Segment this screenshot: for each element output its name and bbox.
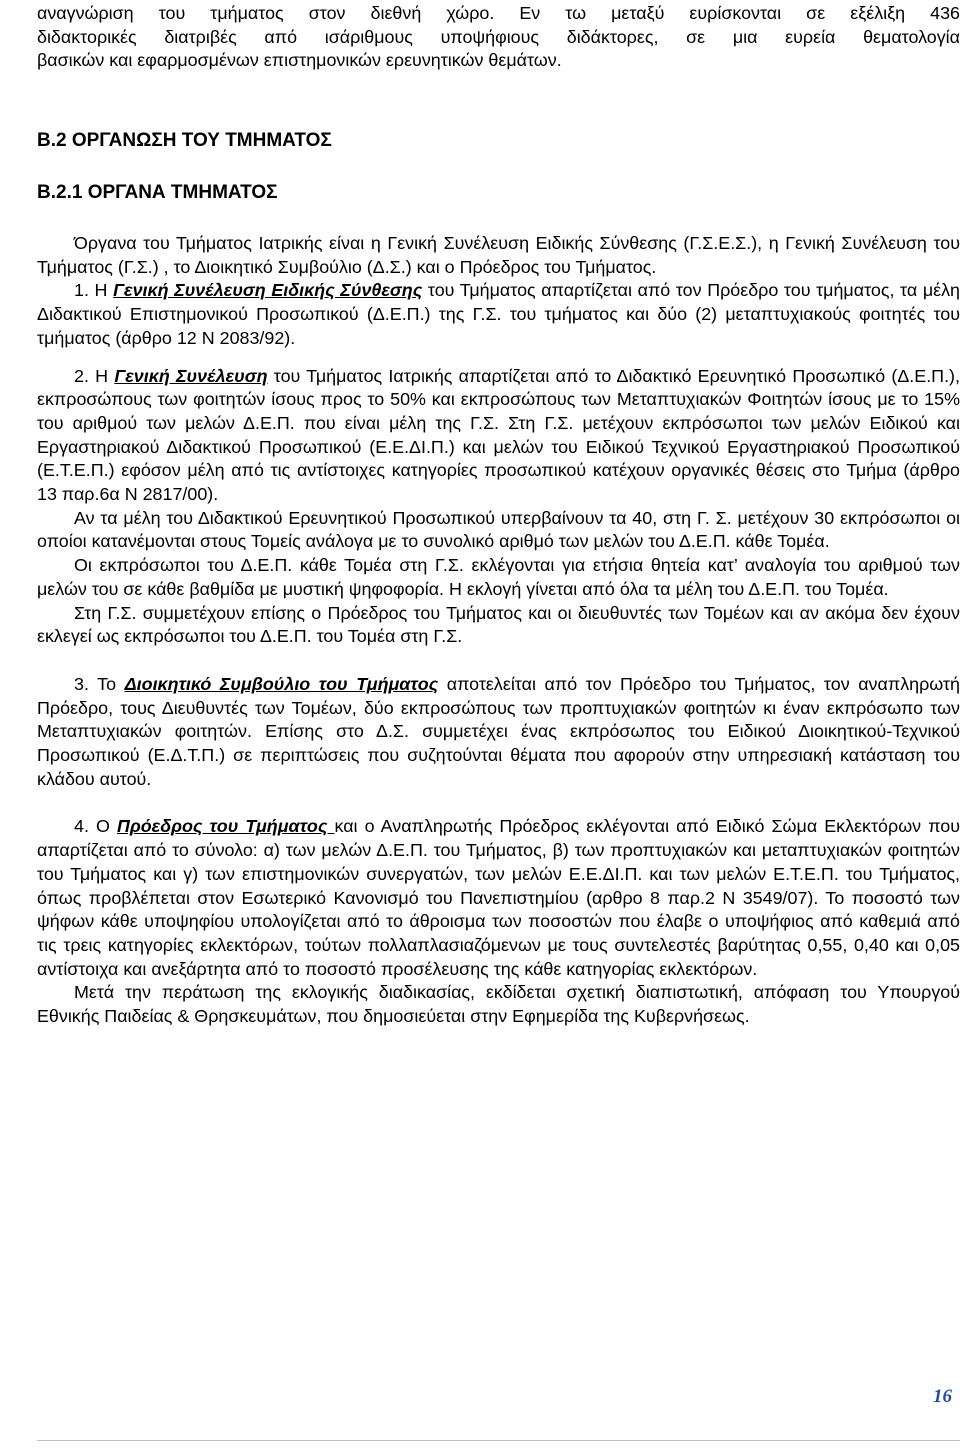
item-3-term: Διοικητικό Συμβούλιο του Τμήματος (124, 673, 439, 694)
item-3-text: αποτελείται από τον Πρόεδρο του Τμήματος, τον αναπληρωτή Πρόεδρο, τους Διευθυντές των Τομέων, δύο εκπροσώπους των προπτυχιακών φοιτητών κι έναν εκπρόσωπο των Μεταπτυχιακών φοιτητών. Επίσης στο Δ.Σ. συμμετέχει ένας εκπρόσωπος του Ειδικού Διοικητικού-Τεχνικού Προσωπικού (Ε.Δ.Τ.Π.) σε περιπτώσεις που συζητούνται θέματα που αφορούν στην υπηρεσιακή κατάσταση του κλάδου αυτού. (37, 673, 960, 789)
intro-line-1: αναγνώριση του τμήματος στον διεθνή χώρο. Εν τω μεταξύ ευρίσκονται σε εξέλιξη 436 (37, 3, 960, 23)
item-4-paragraph (37, 815, 960, 981)
item-3-paragraph (37, 673, 960, 792)
item-1-text: του Τμήματος απαρτίζεται από τον Πρόεδρο του τμήματος, τα μέλη Διδακτικού Επιστημονικού Προσωπικού (Δ.Ε.Π.) της Γ.Σ. του τμήματος και δύο (2) μεταπτυχιακούς φοιτητές του τμήματος (άρθρο 12 Ν 2083/92). (37, 280, 960, 348)
subsection-heading: Β.2.1 ΟΡΓΑΝΑ ΤΜΗΜΑΤΟΣ (37, 182, 278, 203)
item-2-number: 2. Η (74, 365, 115, 386)
intro-line-2: διδακτορικές διατριβές από ισάριθμους υποψήφιους διδάκτορες, σε μια ευρεία θεματολογία (37, 26, 960, 47)
item-2-text: του Τμήματος Ιατρικής απαρτίζεται από το Διδακτικό Ερευνητικό Προσωπικό (Δ.Ε.Π.), εκπροσώπους των φοιτητών ίσους προς το 50% και εκπροσώπους των Μεταπτυχιακών Φοιτητών ίσους με το 15% του αριθμού των μελών Δ.Ε.Π. που είναι μέλη της Γ.Σ. Στη Γ.Σ. μετέχουν εκπρόσωποι των μελών Ειδικού και Εργαστηριακού Διδακτικού Προσωπικού (Ε.Ε.ΔΙ.Π.) και μελών του Ειδικού Τεχνικού Εργαστηριακού Προσωπικού (Ε.Τ.Ε.Π.) εφόσον μέλη από τις αντίστοιχες κατηγορίες προσωπικού κατέχουν οργανικές θέσεις στο Τμήμα (άρθρο 13 παρ.6α Ν 2817/00). (37, 365, 960, 505)
item-4-number: 4. Ο (74, 816, 118, 837)
item-1-number: 1. Η (74, 280, 114, 301)
intro-line-3: βασικών και εφαρμοσμένων επιστημονικών ερευνητικών θεμάτων. (37, 50, 562, 71)
organs-intro-paragraph: Όργανα του Τμήματος Ιατρικής είναι η Γενική Συνέλευση Ειδικής Σύνθεσης (Γ.Σ.Ε.Σ.), η Γενική Συνέλευση του Τμήματος (Γ.Σ.) , το Διοικητικό Συμβούλιο (Δ.Σ.) και ο Πρόεδρος του Τμήματος. (37, 233, 960, 277)
footer-rule (37, 1440, 960, 1441)
item-2-paragraph-3: Οι εκπρόσωποι του Δ.Ε.Π. κάθε Τομέα στη Γ.Σ. εκλέγονται για ετήσια θητεία κατ’ αναλογία του αριθμού των μελών του σε κάθε βαθμίδα με μυστική ψηφοφορία. Η εκλογή γίνεται από όλα τα μέλη του Δ.Ε.Π. του Τομέα. (37, 555, 960, 599)
item-2-paragraph-4: Στη Γ.Σ. συμμετέχουν επίσης ο Πρόεδρος του Τμήματος και οι διευθυντές των Τομέων και αν ακόμα δεν έχουν εκλεγεί ως εκπρόσωποι του Δ.Ε.Π. του Τομέα στη Γ.Σ. (37, 602, 960, 647)
item-4-term: Πρόεδρος του Τμήματος (117, 816, 335, 837)
section-heading: Β.2 ΟΡΓΑΝΩΣΗ ΤΟΥ ΤΜΗΜΑΤΟΣ (37, 130, 332, 151)
item-2-paragraph (37, 365, 960, 507)
section-body (37, 232, 960, 1029)
page-number: 16 (933, 1386, 952, 1407)
item-1-paragraph (37, 279, 960, 350)
item-4-text: και ο Αναπληρωτής Πρόεδρος εκλέγονται από Ειδικό Σώμα Εκλεκτόρων που απαρτίζεται από το σύνολο: α) των μελών Δ.Ε.Π. του Τμήματος, β) των προπτυχιακών και μεταπτυχιακών φοιτητών του Τμήματος και γ) των επιστημονικών συνεργατών, των μελών Ε.Ε.ΔΙ.Π. και των μελών Ε.Τ.Ε.Π. του Τμήματος, όπως προβλέπεται στον Εσωτερικό Κανονισμό του Πανεπιστημίου (αρθρο 8 παρ.2 Ν 3549/07). Το ποσοστό των ψήφων κάθε υποψηφίου υπολογίζεται από το άθροισμα των ποσοστών που έλαβε ο υποψήφιος από καθεμιά από τις τρεις κατηγορίες εκλεκτόρων, τούτων πολλαπλασιαζόμενων με τους συντελεστές βαρύτητας 0,55, 0,40 και 0,05 αντίστοιχα και ανεξάρτητα από το ποσοστό προσέλευσης της κάθε κατηγορίας εκλεκτόρων. (37, 816, 960, 979)
item-3-number: 3. Το (74, 673, 125, 694)
item-1-term: Γενική Συνέλευση Ειδικής Σύνθεσης (113, 280, 423, 301)
item-2-term: Γενική Συνέλευση (114, 365, 268, 386)
intro-paragraph (37, 2, 960, 73)
item-4-paragraph-2: Μετά την περάτωση της εκλογικής διαδικασίας, εκδίδεται σχετική διαπιστωτική, απόφαση του Υπουργού Εθνικής Παιδείας & Θρησκευμάτων, που δημοσιεύεται στην Εφημερίδα της Κυβερνήσεως. (37, 982, 960, 1027)
item-2-paragraph-2: Αν τα μέλη του Διδακτικού Ερευνητικού Προσωπικού υπερβαίνουν τα 40, στη Γ. Σ. μετέχουν 30 εκπρόσωποι οι οποίοι κατανέμονται στους Τομείς ανάλογα με το συνολικό αριθμό των μελών του Δ.Ε.Π. κάθε Τομέα. (37, 507, 960, 552)
